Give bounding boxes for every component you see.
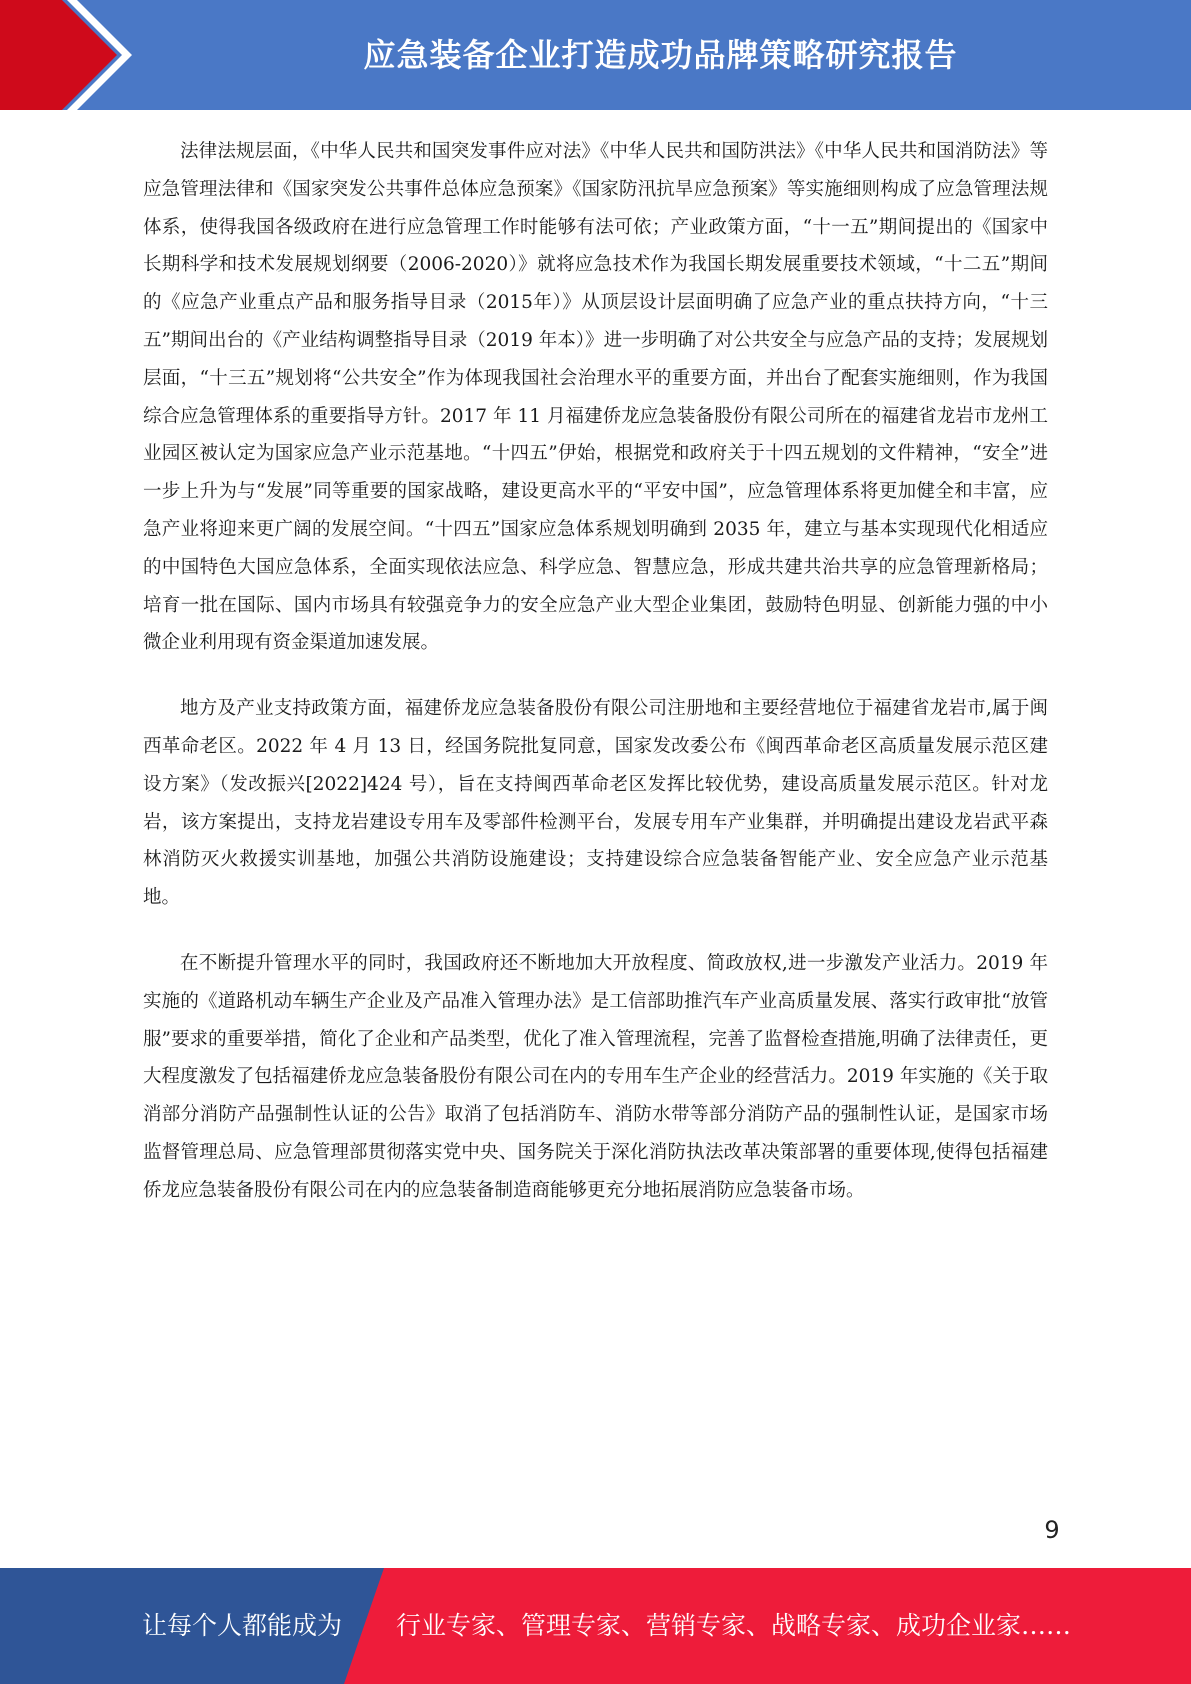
header-arrow-icon xyxy=(0,0,150,110)
paragraph-1: 法律法规层面，《中华人民共和国突发事件应对法》《中华人民共和国防洪法》《中华人民共和国消防法》等应急管理法律和《国家突发公共事件总体应急预案》《国家防汛抗旱应急预案》等实施细则构成了应急管理法规体系，使得我国各级政府在进行应急管理工作时能够有法可依；产业政策方面，“十一五”期间提出的《国家中长期科学和技术发展规划纲要（2006-2020）》就将应急技术作为我国长期发展重要技术领域，“十二五”期间的《应急产业重点产品和服务指导目录（2015年）》从顶层设计层面明确了应急产业的重点扶持方向，“十三五”期间出台的《产业结构调整指导目录（2019 年本）》进一步明确了对公共安全与应急产品的支持；发展规划层面，“十三五”规划将“公共安全”作为体现我国社会治理水平的重要方面，并出台了配套实施细则，作为我国综合应急管理体系的重要指导方针。2017 年 11 月福建侨龙应急装备股份有限公司所在的福建省龙岩市龙州工业园区被认定为国家应急产业示范基地。“十四五”伊始，根据党和政府关于十四五规划的文件精神，“安全”进一步上升为与“发展”同等重要的国家战略，建设更高水平的“平安中国”，应急管理体系将更加健全和丰富，应急产业将迎来更广阔的发展空间。“十四五”国家应急体系规划明确到 2035 年，建立与基本实现现代化相适应的中国特色大国应急体系，全面实现依法应急、科学应急、智慧应急，形成共建共治共享的应急管理新格局；培育一批在国际、国内市场具有较强竞争力的安全应急产业大型企业集团，鼓励特色明显、创新能力强的中小微企业利用现有资金渠道加速发展。 xyxy=(143,141,1048,654)
paragraph-2: 地方及产业支持政策方面，福建侨龙应急装备股份有限公司注册地和主要经营地位于福建省龙岩市,属于闽西革命老区。2022 年 4 月 13 日，经国务院批复同意，国家发改委公布《闽西革命老区高质量发展示范区建设方案》（发改振兴[2022]424 号），旨在支持闽西革命老区发挥比较优势，建设高质量发展示范区。针对龙岩，该方案提出，支持龙岩建设专用车及零部件检测平台，发展专用车产业集群，并明确提出建设龙岩武平森林消防灭火救援实训基地，加强公共消防设施建设；支持建设综合应急装备智能产业、安全应急产业示范基地。 xyxy=(143,698,1048,909)
page-footer xyxy=(0,1568,1191,1684)
footer-slogan-left: 让每个人都能成为 xyxy=(142,1611,343,1640)
body-content xyxy=(143,133,1048,1238)
page-title: 应急装备企业打造成功品牌策略研究报告 xyxy=(363,36,958,74)
paragraph-3: 在不断提升管理水平的同时，我国政府还不断地加大开放程度、简政放权,进一步激发产业活力。2019 年实施的《道路机动车辆生产企业及产品准入管理办法》是工信部助推汽车产业高质量发展、落实行政审批“放管服”要求的重要举措，简化了企业和产品类型，优化了准入管理流程，完善了监督检查措施,明确了法律责任，更大程度激发了包括福建侨龙应急装备股份有限公司在内的专用车生产企业的经营活力。2019 年实施的《关于取消部分消防产品强制性认证的公告》取消了包括消防车、消防水带等部分消防产品的强制性认证，是国家市场监督管理总局、应急管理部贯彻落实党中央、国务院关于深化消防执法改革决策部署的重要体现,使得包括福建侨龙应急装备股份有限公司在内的应急装备制造商能够更充分地拓展消防应急装备市场。 xyxy=(143,952,1048,1201)
footer-slogan-right: 行业专家、管理专家、营销专家、战略专家、成功企业家…… xyxy=(396,1611,1072,1640)
page-number: 9 xyxy=(1044,1516,1060,1544)
page-header xyxy=(0,0,1191,110)
